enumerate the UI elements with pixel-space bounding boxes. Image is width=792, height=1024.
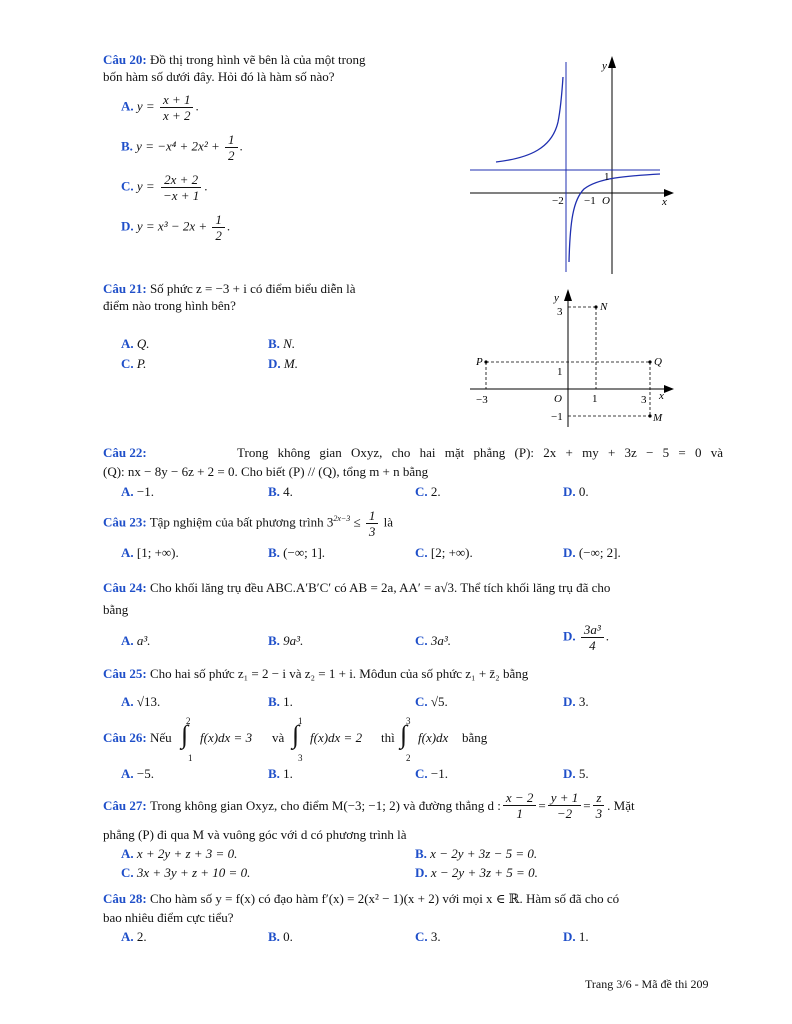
option-label: A. (121, 766, 134, 781)
option-label: C. (415, 766, 428, 781)
option-label: B. (268, 766, 280, 781)
q21-label: Câu 21: (103, 281, 147, 296)
option-text: y = (136, 178, 155, 194)
q23-exponent: 2x−3 (333, 514, 351, 524)
int3-upper: 3 (406, 716, 411, 726)
option-label: B. (268, 694, 280, 709)
option-text: (−∞; 2]. (578, 545, 621, 560)
option-label: C. (415, 633, 428, 648)
option-text: y = x³ − 2x + (136, 218, 208, 234)
q28-label: Câu 28: (103, 891, 147, 906)
label-m: M (653, 412, 663, 424)
int2-upper: 1 (298, 716, 303, 726)
denominator: 3 (368, 524, 376, 539)
option-label: A. (121, 98, 134, 114)
option-text: y = −x⁴ + 2x² + (136, 138, 220, 154)
integral-sign: ∫ (292, 720, 300, 749)
numerator: 1 (366, 508, 379, 524)
option-text: 2. (136, 929, 147, 944)
q25-option-b[interactable] (268, 694, 293, 710)
option-text: −1. (136, 484, 154, 499)
denominator: 2 (215, 228, 222, 243)
int2-body: f(x)dx = 2 (310, 730, 363, 745)
q21-option-d[interactable] (268, 356, 298, 372)
q27-text2: phẳng (P) đi qua M và vuông góc với d có phương trình là (103, 827, 407, 842)
q21-option-b[interactable] (268, 336, 295, 352)
integral-sign: ∫ (181, 720, 189, 749)
q26-label: Câu 26: (103, 730, 147, 745)
option-text: x + 2y + z + 3 = 0. (136, 846, 238, 861)
option-label: D. (563, 929, 576, 944)
int3-body: f(x)dx (418, 730, 449, 745)
option-text: 3. (430, 929, 441, 944)
int1-upper: 2 (186, 716, 191, 726)
fraction (225, 132, 238, 163)
option-label: D. (121, 218, 134, 234)
fraction (366, 508, 379, 539)
q24-option-a[interactable] (121, 633, 151, 649)
option-text: −1. (430, 766, 448, 781)
q23-text: Tập nghiệm của bất phương trình 3 (149, 514, 334, 530)
q24-text-line1 (103, 580, 610, 596)
denominator: 2 (228, 148, 235, 163)
q21-graph (468, 285, 683, 430)
option-label: A. (121, 846, 134, 861)
q23-text-post: là (380, 514, 394, 530)
label-minus-two: −2 (552, 195, 564, 207)
y-label: y (554, 292, 559, 304)
option-label: B. (268, 484, 280, 499)
q25-label: Câu 25: (103, 666, 147, 681)
option-label: D. (563, 628, 576, 644)
option-label: B. (268, 929, 280, 944)
option-text: Q. (136, 336, 150, 351)
integral-sign: ∫ (400, 720, 408, 749)
option-text: a³. (136, 633, 151, 648)
q24-option-d[interactable]: D. $\frac{\text{3a³}}{4}$ . (563, 622, 610, 653)
option-text: √5. (430, 694, 448, 709)
point-m (648, 414, 651, 417)
option-text: 1. (283, 694, 293, 709)
option-text: −5. (136, 766, 154, 781)
fraction (593, 790, 606, 821)
q20-option-d[interactable]: D. y = x³ − 2x + $\frac{1}{2}$ . (121, 212, 231, 243)
q22-label: Câu 22: (103, 445, 147, 460)
q24-text1: Cho khối lăng trụ đều ABC.A′B′C′ có AB = 2a, AA′ = a√3. Thể tích khối lăng trụ đã cho (149, 580, 611, 595)
q27-option-d[interactable] (415, 865, 538, 881)
option-text: y = (136, 98, 155, 114)
label-y3: 3 (557, 306, 563, 318)
option-text: (−∞; 1]. (283, 545, 326, 560)
label-origin: O (602, 195, 610, 207)
option-label: B. (121, 138, 133, 154)
option-label: C. (415, 545, 428, 560)
q26-thi: thì (381, 730, 395, 745)
option-text: 9a³. (283, 633, 304, 648)
option-label: D. (268, 356, 281, 371)
denominator: −2 (556, 806, 573, 821)
q27-option-a[interactable] (121, 846, 237, 862)
q22-option-d[interactable] (563, 484, 589, 500)
point-q (648, 360, 651, 363)
int1-lower: 1 (188, 753, 193, 763)
label-p: P (476, 356, 483, 368)
label-origin: O (554, 393, 562, 405)
option-label: A. (121, 929, 134, 944)
y-arrow-icon (608, 56, 616, 68)
denominator: 4 (589, 638, 596, 653)
q26-option-c[interactable] (415, 766, 448, 782)
fraction (160, 92, 194, 123)
q23-option-b[interactable] (268, 545, 325, 561)
q27-question: Câu 27: Trong không gian Oxyz, cho điểm M(−3; −1; 2) và đường thẳng d : $\frac{x - 2}{1}$ = $\frac{y + 1}{-2}$ = $\frac{z}{3}$ . Mặt (103, 790, 635, 821)
option-label: D. (563, 484, 576, 499)
label-minus-one: −1 (584, 195, 596, 207)
option-text: M. (283, 356, 298, 371)
page-footer: Trang 3/6 - Mã đề thi 209 (585, 977, 709, 991)
q20-text2: bốn hàm số dưới đây. Hỏi đó là hàm số nào? (103, 69, 335, 84)
q20-label: Câu 20: (103, 52, 147, 67)
label-x3: 3 (641, 394, 647, 406)
point-n (594, 305, 597, 308)
q21-text-line1 (103, 281, 356, 297)
label-one: 1 (604, 171, 610, 183)
numerator: 1 (225, 132, 238, 148)
option-text: [1; +∞). (136, 545, 179, 560)
q28-option-b[interactable] (268, 929, 293, 945)
y-arrow-icon (564, 289, 572, 301)
q20-text1: Đồ thị trong hình vẽ bên là của một trong (149, 52, 366, 67)
q26-option-a[interactable] (121, 766, 154, 782)
q24-label: Câu 24: (103, 580, 147, 595)
option-text: 0. (578, 484, 589, 499)
q24-option-c[interactable] (415, 633, 451, 649)
denominator: −x + 1 (162, 188, 200, 203)
numerator: x + 1 (160, 92, 194, 108)
option-text: x − 2y + 3z + 5 = 0. (430, 865, 538, 880)
label-q: Q (654, 356, 662, 368)
option-text: 1. (283, 766, 293, 781)
option-label: A. (121, 336, 134, 351)
curve-right-branch (569, 174, 660, 262)
x-label: x (662, 196, 667, 208)
label-x-minus3: −3 (476, 394, 488, 406)
q25-question (103, 666, 528, 682)
fraction (581, 622, 604, 653)
q27-text1b: . Mặt (607, 797, 635, 813)
numerator: 3a³ (581, 622, 604, 638)
option-text: 3. (578, 694, 589, 709)
x-arrow-icon (664, 385, 674, 393)
numerator: x − 2 (503, 790, 537, 806)
int3-lower: 2 (406, 753, 411, 763)
q22-text-line1 (103, 445, 723, 461)
option-text: 2. (430, 484, 441, 499)
q25-option-a[interactable] (121, 694, 160, 710)
option-label: B. (268, 336, 280, 351)
q28-text1: Cho hàm số y = f(x) có đạo hàm f′(x) = 2(x² − 1)(x + 2) với mọi x ∈ ℝ. Hàm số đã cho có (149, 891, 620, 906)
fraction (212, 212, 225, 243)
option-label: D. (415, 865, 428, 880)
q28-option-c[interactable] (415, 929, 441, 945)
q27-label: Câu 27: (103, 797, 147, 813)
q28-text2: bao nhiêu điểm cực tiểu? (103, 910, 234, 925)
q23-leq: ≤ (350, 514, 364, 530)
option-text: 0. (283, 929, 293, 944)
q26-bang: bằng (462, 730, 488, 745)
q27-text1: Trong không gian Oxyz, cho điểm M(−3; −1; 2) và đường thẳng d : (149, 797, 501, 813)
q26-option-d[interactable] (563, 766, 589, 782)
point-p (484, 360, 487, 363)
q27-option-b[interactable] (415, 846, 537, 862)
option-label: C. (121, 178, 134, 194)
q28-option-d[interactable] (563, 929, 589, 945)
q20-option-a[interactable]: A. y = $\frac{x + 1}{x + 2}$ . (121, 92, 199, 123)
option-label: C. (121, 865, 134, 880)
denominator: 1 (516, 806, 523, 821)
label-x1: 1 (592, 393, 598, 405)
numerator: z (593, 790, 604, 806)
q23-label: Câu 23: (103, 514, 147, 530)
q28-text-line1 (103, 891, 619, 907)
q24-text2: bằng (103, 602, 129, 617)
q20-option-b[interactable]: B. y = −x⁴ + 2x² + $\frac{1}{2}$ . (121, 132, 243, 163)
fraction (548, 790, 582, 821)
q22-option-a[interactable] (121, 484, 154, 500)
curve-left-branch (496, 77, 563, 162)
q23-option-a[interactable] (121, 545, 179, 561)
q22-option-c[interactable] (415, 484, 441, 500)
option-label: B. (415, 846, 427, 861)
q27-option-c[interactable] (121, 865, 250, 881)
option-label: A. (121, 545, 134, 560)
q28-option-a[interactable] (121, 929, 147, 945)
q20-option-c[interactable]: C. y = $\frac{2x + 2}{-x + 1}$ . (121, 172, 208, 203)
q23-option-d[interactable] (563, 545, 621, 561)
q26-va: và (272, 730, 285, 745)
option-label: C. (121, 356, 134, 371)
numerator: y + 1 (548, 790, 582, 806)
option-label: A. (121, 484, 134, 499)
q21-option-a[interactable] (121, 336, 150, 352)
q26-option-b[interactable] (268, 766, 293, 782)
option-label: C. (415, 484, 428, 499)
option-label: C. (415, 929, 428, 944)
x-label: x (659, 390, 664, 402)
q23-option-c[interactable] (415, 545, 473, 561)
label-n: N (600, 301, 608, 313)
option-text: 3a³. (430, 633, 452, 648)
option-text: [2; +∞). (430, 545, 473, 560)
option-text: 1. (578, 929, 589, 944)
q25-option-c[interactable] (415, 694, 448, 710)
option-text: 3x + 3y + z + 10 = 0. (136, 865, 251, 880)
denominator: x + 2 (162, 108, 191, 123)
option-label: B. (268, 633, 280, 648)
q21-text1: Số phức z = −3 + i có điểm biểu diễn là (149, 281, 356, 296)
label-y-minus1: −1 (551, 411, 563, 423)
option-label: D. (563, 545, 576, 560)
int1-body: f(x)dx = 3 (200, 730, 253, 745)
option-label: A. (121, 694, 134, 709)
option-text: x − 2y + 3z − 5 = 0. (430, 846, 538, 861)
numerator: 2x + 2 (161, 172, 201, 188)
label-y1: 1 (557, 366, 563, 378)
q20-text-line1 (103, 52, 366, 68)
y-label: y (602, 60, 607, 72)
option-text: 4. (283, 484, 293, 499)
fraction (160, 172, 202, 203)
numerator: 1 (212, 212, 225, 228)
option-text: √13. (136, 694, 161, 709)
fraction (503, 790, 537, 821)
q22-text2: (Q): nx − 8y − 6z + 2 = 0. Cho biết (P) // (Q), tổng m + n bằng (103, 464, 429, 479)
q20-graph (460, 52, 680, 278)
q25-option-d[interactable] (563, 694, 589, 710)
q25-text1: Cho hai số phức z₁ = 2 − i và z₂ = 1 + i. Môđun của số phức z₁ + z̄₂ bằng (149, 666, 529, 681)
q23-question (103, 508, 393, 539)
q22-text1: Trong không gian Oxyz, cho hai mặt phẳng (P): 2x + my + 3z − 5 = 0 và (237, 445, 723, 460)
denominator: 3 (595, 806, 603, 821)
option-label: B. (268, 545, 280, 560)
q21-option-c[interactable] (121, 356, 146, 372)
option-text: N. (283, 336, 296, 351)
option-label: C. (415, 694, 428, 709)
q22-option-b[interactable] (268, 484, 293, 500)
q24-option-b[interactable] (268, 633, 303, 649)
int2-lower: 3 (298, 753, 303, 763)
q21-text2: điểm nào trong hình bên? (103, 298, 236, 313)
option-label: A. (121, 633, 134, 648)
option-label: D. (563, 766, 576, 781)
q26-text-neu: Nếu (149, 730, 172, 745)
q26-question (103, 730, 172, 746)
option-text: P. (136, 356, 147, 371)
option-label: D. (563, 694, 576, 709)
option-text: 5. (578, 766, 589, 781)
